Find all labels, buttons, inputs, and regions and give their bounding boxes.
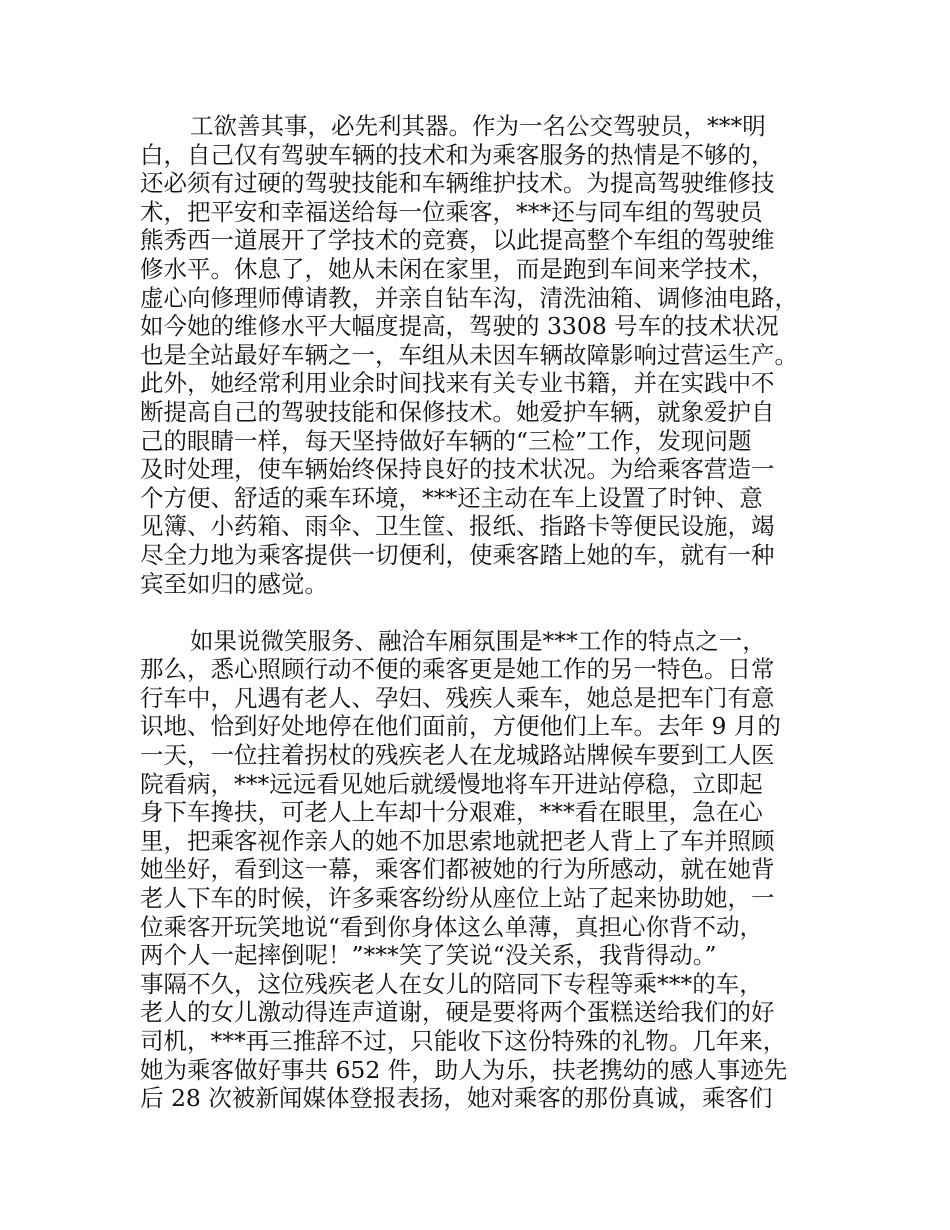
text-line: 尽全力地为乘客提供一切便利，使乘客踏上她的车，就有一种	[140, 540, 775, 569]
text-line: 两个人一起摔倒呢！”***笑了笑说“没关系，我背得动。”	[140, 941, 717, 970]
text-line: 她坐好，看到这一幕，乘客们都被她的行为所感动，就在她背	[140, 855, 775, 884]
text-line: 此外，她经常利用业余时间找来有关专业书籍，并在实践中不	[140, 369, 775, 398]
text-line: 事隔不久，这位残疾老人在女儿的陪同下专程等乘***的车，	[140, 969, 763, 998]
text-line: 如果说微笑服务、融洽车厢氛围是***工作的特点之一，	[190, 626, 766, 655]
text-line: 位乘客开玩笑地说“看到你身体这么单薄，真担心你背不动，	[140, 912, 764, 941]
text-line: 己的眼睛一样，每天坚持做好车辆的“三检”工作，发现问题	[140, 426, 752, 455]
text-line: 虚心向修理师傅请教，并亲自钻车沟，清洗油箱、调修油电路，	[140, 283, 798, 312]
text-line: 司机，***再三推辞不过，只能收下这份特殊的礼物。几年来，	[140, 1027, 787, 1055]
text-line: 老人的女儿激动得连声道谢，硬是要将两个蛋糕送给我们的好	[140, 998, 775, 1027]
text-line: 她为乘客做好事共 652 件，助人为乐，扶老携幼的感人事迹先	[140, 1055, 788, 1084]
text-line: 里，把乘客视作亲人的她不加思索地就把老人背上了车并照顾	[140, 826, 775, 855]
text-line: 术，把平安和幸福送给每一位乘客，***还与同车组的驾驶员	[140, 197, 763, 226]
text-line: 一天，一位拄着拐杖的残疾老人在龙城路站牌候车要到工人医	[140, 741, 775, 770]
text-line: 工欲善其事，必先利其器。作为一名公交驾驶员，***明	[190, 112, 766, 140]
document-body	[140, 112, 830, 1113]
text-line: 如今她的维修水平大幅度提高，驾驶的 3308 号车的技术状况	[140, 312, 779, 341]
text-line: 识地、恰到好处地停在他们面前，方便他们上车。去年 9 月的	[140, 712, 781, 741]
text-line: 熊秀西一道展开了学技术的竞赛，以此提高整个车组的驾驶维	[140, 226, 775, 255]
text-line: 宾至如归的感觉。	[140, 569, 328, 598]
text-line: 断提高自己的驾驶技能和保修技术。她爱护车辆，就象爱护自	[140, 397, 775, 426]
text-line: 后 28 次被新闻媒体登报表扬，她对乘客的那份真诚，乘客们	[140, 1084, 773, 1113]
paragraph-2	[140, 627, 830, 1113]
text-line: 老人下车的时候，许多乘客纷纷从座位上站了起来协助她，一	[140, 884, 775, 913]
text-line: 白，自己仅有驾驶车辆的技术和为乘客服务的热情是不够的，	[140, 140, 775, 169]
text-line: 及时处理，使车辆始终保持良好的技术状况。为给乘客营造一	[140, 455, 775, 484]
text-line: 还必须有过硬的驾驶技能和车辆维护技术。为提高驾驶维修技	[140, 169, 775, 198]
text-line: 修水平。休息了，她从未闲在家里，而是跑到车间来学技术，	[140, 254, 775, 283]
paragraph-gap	[140, 598, 830, 627]
text-line: 那么，悉心照顾行动不便的乘客更是她工作的另一特色。日常	[140, 655, 775, 684]
text-line: 也是全站最好车辆之一，车组从未因车辆故障影响过营运生产。	[140, 340, 798, 369]
text-line: 行车中，凡遇有老人、孕妇、残疾人乘车，她总是把车门有意	[140, 683, 775, 712]
paragraph-1	[140, 112, 830, 598]
text-line: 个方便、舒适的乘车环境，***还主动在车上设置了时钟、意	[140, 483, 763, 512]
text-line: 院看病，***远远看见她后就缓慢地将车开进站停稳，立即起	[140, 769, 763, 798]
text-line: 身下车搀扶，可老人上车却十分艰难，***看在眼里，急在心	[140, 798, 763, 827]
text-line: 见簿、小药箱、雨伞、卫生筐、报纸、指路卡等便民设施，竭	[140, 512, 775, 541]
